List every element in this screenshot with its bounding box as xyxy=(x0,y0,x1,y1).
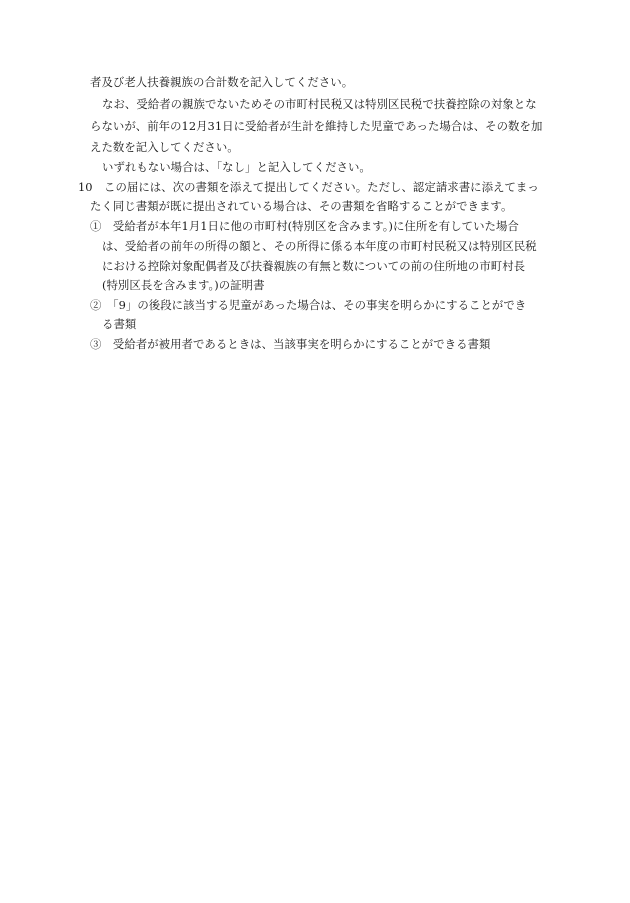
text-line: 者及び老人扶養親族の合計数を記入してください。 xyxy=(90,75,354,89)
text-line: たく同じ書類が既に提出されている場合は、その書類を省略することができます。 xyxy=(90,199,513,213)
text-line: における控除対象配偶者及び扶養親族の有無と数についての前の住所地の市町村長 xyxy=(102,259,526,273)
text-line: は、受給者の前年の所得の額と、その所得に係る本年度の市町村民税又は特別区民税 xyxy=(102,239,537,253)
text-line: る書類 xyxy=(102,317,137,331)
text-line: らないが、前年の12月31日に受給者が生計を維持した児童であった場合は、その数を加 xyxy=(90,119,543,133)
text-line: (特別区長を含みます。)の証明書 xyxy=(102,278,265,292)
text-line: なお、受給者の親族でないためその市町村民税又は特別区民税で扶養控除の対象とな xyxy=(102,97,537,111)
text-line: ② 「9」の後段に該当する児童があった場合は、その事実を明らかにすることができ xyxy=(90,298,527,312)
text-line: えた数を記入してください。 xyxy=(90,140,239,154)
text-line: ① 受給者が本年1月1日に他の市町村(特別区を含みます。)に住所を有していた場合 xyxy=(90,219,519,233)
text-line: ③ 受給者が被用者であるときは、当該事実を明らかにすることができる書類 xyxy=(90,337,491,351)
text-line: いずれもない場合は、「なし」と記入してください。 xyxy=(102,160,371,174)
text-line: 10 この届には、次の書類を添えて提出してください。ただし、認定請求書に添えてまっ xyxy=(78,180,539,194)
